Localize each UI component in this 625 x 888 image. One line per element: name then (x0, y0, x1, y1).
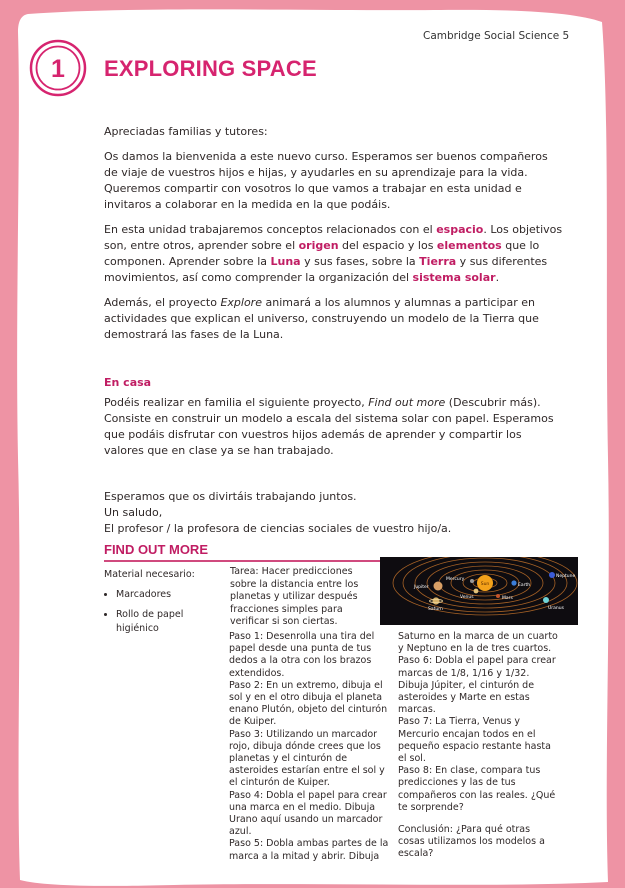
task-text: Tarea: Hacer predicciones sobre la distancia entre los planetas y utilizar después fracciones simples para verificar si son ciertas. (230, 566, 359, 627)
uranus-label: Uranus (548, 606, 564, 611)
mars-label: Mars (502, 596, 513, 601)
step-4: Paso 4: Dobla el papel para crear una marca en el medio. Dibuja Urano aquí usando un marcador azul. (229, 789, 387, 838)
neptune-label: Neptune (556, 574, 576, 579)
neptune-icon (549, 572, 555, 578)
closing-line-2: Un saludo, (104, 506, 163, 519)
mercury-label: Mercury (446, 577, 465, 582)
find-out-more-title: FIND OUT MORE (104, 542, 208, 557)
venus-label: Venus (460, 595, 474, 600)
series-title: Cambridge Social Science 5 (423, 30, 570, 42)
solar-system-illustration (380, 557, 578, 625)
earth-label: Earth (518, 583, 531, 588)
step-7: Paso 7: La Tierra, Venus y Mercurio encajan todos en el pequeño espacio restante hasta el sol. (398, 716, 551, 765)
materials-box (104, 568, 229, 642)
closing-signature: El profesor / la profesora de ciencias sociales de vuestro hijo/a. (104, 522, 452, 535)
materials-label: Material necesario: (104, 569, 195, 580)
unit-circle-icon (29, 39, 87, 97)
unit-title: EXPLORING SPACE (104, 56, 317, 81)
keyword-sistema-solar: sistema solar (412, 271, 496, 284)
venus-icon (474, 589, 479, 594)
saturn-label: Saturn (428, 607, 443, 612)
family-letter (104, 124, 564, 546)
letter-paragraph-explore: Además, el proyecto Explore animará a los alumnos y alumnas a participar en actividades que explican el universo, construyendo un modelo de la Tierra que demostrará las fases de la Luna. (104, 296, 539, 341)
conclusion: Conclusión: ¿Para qué otras cosas utilizamos los modelos a escala? (398, 824, 545, 860)
step-5: Paso 5: Dobla ambas partes de la marca a la mitad y abrir. Dibuja (229, 838, 389, 862)
sun-label: Sun (480, 582, 490, 587)
keyword-luna: Luna (270, 255, 301, 268)
letter-paragraph-objectives: En esta unidad trabajaremos conceptos relacionados con el espacio. Los objetivos son, entre otros, aprender sobre el origen del espacio y los elementos que lo componen. Aprender sobre la Luna y sus fases, sobre la Tierra y sus diferentes movimientos, así como comprender la organización del sistema solar. (104, 223, 563, 284)
step-8: Paso 8: En clase, compara tus predicciones y las de tus compañeros con las reales. ¿Qué te sorprende? (398, 765, 556, 813)
mercury-icon (470, 579, 474, 583)
step-2: Paso 2: En un extremo, dibuja el sol y en el otro dibuja el planeta enano Plutón, objeto del cinturón de Kuiper. (229, 679, 388, 728)
letter-paragraph-welcome: Os damos la bienvenida a este nuevo curso. Esperamos ser buenos compañeros de viaje de vuestros hijos e hijas, y ayudarles en su aprendizaje para la vida. Queremos compartir con vosotros lo que vamos a trabajar en esta unidad e invitaros a colaborar en la medida en la que podáis. (104, 150, 548, 211)
material-item: • Marcadores (116, 588, 229, 602)
materials-list (104, 588, 229, 636)
steps-column-1 (229, 631, 389, 863)
step-3: Paso 3: Utilizando un marcador rojo, dibuja dónde crees que los planetas y el cinturón de asteroides estarían entre el sol y el cinturón de Kuiper. (229, 728, 385, 789)
letter-greeting: Apreciadas familias y tutores: (104, 125, 268, 138)
keyword-tierra: Tierra (419, 255, 457, 268)
step-1: Paso 1: Desenrolla una tira del papel desde una punta de tus dedos a la otra con los brazos extendidos. (229, 631, 375, 679)
step-5-continued: Saturno en la marca de un cuarto y Neptuno en la de tres cuartos. (398, 631, 558, 655)
jupiter-icon (434, 582, 443, 591)
jupiter-label: Jupiter (414, 585, 429, 590)
keyword-espacio: espacio (436, 223, 484, 236)
en-casa-heading: En casa (104, 376, 152, 389)
uranus-icon (543, 597, 549, 603)
keyword-origen: origen (298, 239, 339, 252)
find-out-more-rule (104, 560, 380, 562)
solar-system-image (380, 557, 578, 625)
unit-number-badge (29, 39, 87, 97)
letter-closing (104, 489, 564, 537)
mars-icon (496, 594, 500, 598)
step-6: Paso 6: Dobla el papel para crear marcas de 1/8, 1/16 y 1/32. Dibuja Júpiter, el cinturón de asteroides y Marte en estas marcas. (398, 655, 556, 716)
steps-column-2 (398, 631, 558, 861)
saturn-icon (432, 597, 439, 604)
closing-line-1: Esperamos que os divirtáis trabajando juntos. (104, 490, 357, 503)
unit-number: 1 (51, 55, 65, 83)
material-item: • Rollo de papel higiénico (116, 608, 229, 636)
letter-paragraph-en-casa: Podéis realizar en familia el siguiente proyecto, Find out more (Descubrir más). Consiste en construir un modelo a escala del sistema solar con papel. Esperamos que podáis disfrutar con vuestros hijos además de aprender y compartir los valores que en clase ya se han trabajado. (104, 396, 554, 457)
earth-icon (511, 580, 516, 585)
keyword-elementos: elementos (436, 239, 502, 252)
